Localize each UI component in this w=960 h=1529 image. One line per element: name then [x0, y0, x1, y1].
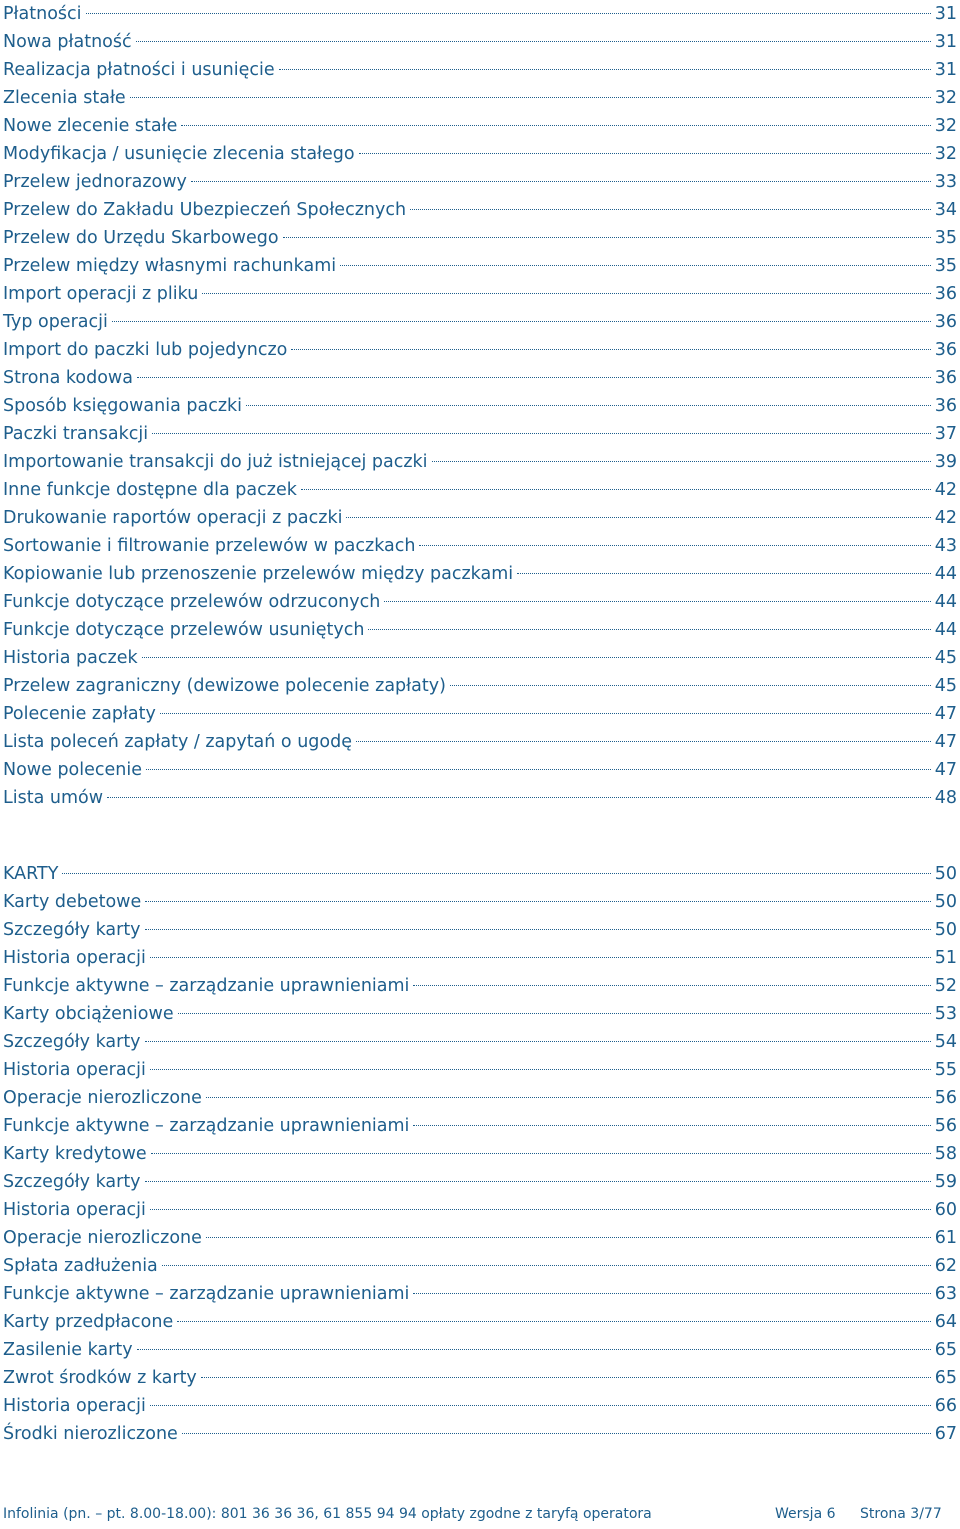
toc-dot-leader [359, 152, 931, 154]
toc-entry[interactable] [3, 504, 957, 532]
toc-entry-page-number: 36 [934, 284, 957, 304]
toc-entry[interactable] [3, 140, 957, 168]
toc-dot-leader [86, 12, 931, 14]
toc-entry[interactable] [3, 1140, 957, 1168]
toc-dot-leader [340, 264, 931, 266]
toc-entry-page-number: 43 [934, 536, 957, 556]
toc-entry-page-number: 53 [934, 1004, 957, 1024]
toc-entry-title: Historia operacji [3, 1200, 146, 1220]
toc-entry-title: Polecenie zapłaty [3, 704, 156, 724]
toc-entry-page-number: 48 [934, 788, 957, 808]
toc-entry-page-number: 33 [934, 172, 957, 192]
toc-entry-title: Funkcje aktywne – zarządzanie uprawnieniami [3, 1284, 410, 1304]
toc-entry-page-number: 44 [934, 592, 957, 612]
toc-entry-title: Funkcje dotyczące przelewów odrzuconych [3, 592, 381, 612]
toc-entry[interactable] [3, 168, 957, 196]
toc-entry-title: Inne funkcje dostępne dla paczek [3, 480, 297, 500]
toc-entry-title: Spłata zadłużenia [3, 1256, 158, 1276]
toc-entry-title: Realizacja płatności i usunięcie [3, 60, 275, 80]
toc-entry-page-number: 60 [934, 1200, 957, 1220]
toc-entry-title: Drukowanie raportów operacji z paczki [3, 508, 343, 528]
toc-dot-leader [410, 208, 931, 210]
toc-entry[interactable] [3, 1364, 957, 1392]
toc-dot-leader [419, 544, 930, 546]
toc-dot-leader [107, 796, 931, 798]
toc-dot-leader [177, 1320, 930, 1322]
toc-dot-leader [206, 1236, 931, 1238]
toc-entry[interactable] [3, 644, 957, 672]
toc-entry-page-number: 34 [934, 200, 957, 220]
toc-entry[interactable] [3, 420, 957, 448]
toc-entry[interactable] [3, 28, 957, 56]
toc-dot-leader [413, 1292, 930, 1294]
toc-entry-title: Zasilenie karty [3, 1340, 133, 1360]
toc-entry-title: Zwrot środków z karty [3, 1368, 197, 1388]
toc-dot-leader [413, 984, 930, 986]
toc-dot-leader [142, 656, 931, 658]
toc-entry-title: Karty przedpłacone [3, 1312, 174, 1332]
toc-entry-page-number: 37 [934, 424, 957, 444]
toc-entry[interactable] [3, 1056, 957, 1084]
toc-entry-page-number: 36 [934, 368, 957, 388]
toc-entry[interactable] [3, 588, 957, 616]
toc-dot-leader [130, 96, 931, 98]
toc-dot-leader [178, 1012, 931, 1014]
toc-entry-page-number: 47 [934, 704, 957, 724]
toc-section-cards [3, 860, 957, 1448]
toc-dot-leader [151, 1152, 931, 1154]
toc-entry-page-number: 45 [934, 648, 957, 668]
toc-dot-leader [137, 1348, 931, 1350]
toc-dot-leader [384, 600, 930, 602]
toc-dot-leader [145, 900, 930, 902]
toc-entry-page-number: 65 [934, 1340, 957, 1360]
toc-entry[interactable] [3, 700, 957, 728]
toc-entry[interactable] [3, 1336, 957, 1364]
toc-entry[interactable] [3, 280, 957, 308]
toc-entry-page-number: 51 [934, 948, 957, 968]
toc-entry[interactable] [3, 532, 957, 560]
toc-entry-title: Operacje nierozliczone [3, 1228, 202, 1248]
toc-dot-leader [62, 872, 930, 874]
toc-entry[interactable] [3, 860, 957, 888]
toc-dot-leader [191, 180, 931, 182]
toc-entry-page-number: 39 [934, 452, 957, 472]
toc-entry[interactable] [3, 784, 957, 812]
toc-entry-title: Sposób księgowania paczki [3, 396, 243, 416]
toc-entry[interactable] [3, 196, 957, 224]
toc-entry-page-number: 50 [934, 892, 957, 912]
toc-entry[interactable] [3, 56, 957, 84]
toc-entry-title: Importowanie transakcji do już istniejącej paczki [3, 452, 428, 472]
toc-dot-leader [150, 956, 931, 958]
toc-entry-page-number: 65 [934, 1368, 957, 1388]
toc-entry-page-number: 50 [934, 864, 957, 884]
toc-entry-title: Lista poleceń zapłaty / zapytań o ugodę [3, 732, 352, 752]
toc-entry[interactable] [3, 944, 957, 972]
toc-entry-page-number: 44 [934, 620, 957, 640]
toc-entry-page-number: 35 [934, 256, 957, 276]
toc-entry-title: Przelew między własnymi rachunkami [3, 256, 337, 276]
toc-entry-title: Funkcje dotyczące przelewów usuniętych [3, 620, 365, 640]
toc-entry-title: Zlecenia stałe [3, 88, 126, 108]
toc-entry[interactable] [3, 112, 957, 140]
toc-dot-leader [112, 320, 931, 322]
toc-dot-leader [413, 1124, 930, 1126]
toc-entry[interactable] [3, 972, 957, 1000]
toc-dot-leader [136, 40, 931, 42]
toc-dot-leader [150, 1208, 931, 1210]
toc-entry-page-number: 31 [934, 4, 957, 24]
toc-entry-page-number: 52 [934, 976, 957, 996]
toc-entry-title: Import operacji z pliku [3, 284, 199, 304]
toc-dot-leader [150, 1068, 931, 1070]
toc-entry[interactable] [3, 888, 957, 916]
toc-entry-page-number: 35 [934, 228, 957, 248]
footer-page-number: Strona 3/77 [860, 1506, 942, 1522]
toc-entry-title: Historia operacji [3, 1396, 146, 1416]
toc-entry-page-number: 32 [934, 88, 957, 108]
page-footer [3, 1503, 957, 1525]
toc-dot-leader [150, 1404, 931, 1406]
toc-entry-title: Przelew do Zakładu Ubezpieczeń Społecznych [3, 200, 407, 220]
toc-entry[interactable] [3, 0, 957, 28]
toc-entry-title: Lista umów [3, 788, 104, 808]
toc-entry[interactable] [3, 336, 957, 364]
toc-entry[interactable] [3, 84, 957, 112]
toc-entry-title: Szczegóły karty [3, 1172, 141, 1192]
toc-dot-leader [346, 516, 930, 518]
toc-entry[interactable] [3, 1196, 957, 1224]
toc-dot-leader [517, 572, 931, 574]
toc-entry[interactable] [3, 916, 957, 944]
toc-dot-leader [160, 712, 931, 714]
toc-entry-title: Przelew jednorazowy [3, 172, 187, 192]
toc-entry-page-number: 59 [934, 1172, 957, 1192]
toc-entry-page-number: 36 [934, 396, 957, 416]
toc-entry[interactable] [3, 476, 957, 504]
toc-entry-title: Przelew zagraniczny (dewizowe polecenie zapłaty) [3, 676, 446, 696]
toc-dot-leader [356, 740, 931, 742]
toc-entry[interactable] [3, 252, 957, 280]
footer-version: Wersja 6 [775, 1506, 836, 1522]
toc-entry-page-number: 61 [934, 1228, 957, 1248]
toc-dot-leader [146, 768, 931, 770]
toc-entry[interactable] [3, 364, 957, 392]
toc-entry-title: Funkcje aktywne – zarządzanie uprawnieniami [3, 976, 410, 996]
toc-dot-leader [283, 236, 931, 238]
toc-entry-title: Nowe polecenie [3, 760, 142, 780]
toc-entry-page-number: 42 [934, 480, 957, 500]
toc-entry-page-number: 32 [934, 116, 957, 136]
toc-entry-title: Paczki transakcji [3, 424, 149, 444]
toc-entry[interactable] [3, 1112, 957, 1140]
toc-entry-page-number: 55 [934, 1060, 957, 1080]
toc-entry-page-number: 67 [934, 1424, 957, 1444]
toc-entry-page-number: 64 [934, 1312, 957, 1332]
toc-dot-leader [182, 1432, 931, 1434]
toc-entry-title: Modyfikacja / usunięcie zlecenia stałego [3, 144, 355, 164]
toc-entry-title: Środki nierozliczone [3, 1424, 178, 1444]
toc-entry-title: Import do paczki lub pojedynczo [3, 340, 288, 360]
toc-entry-title: Szczegóły karty [3, 920, 141, 940]
toc-dot-leader [201, 1376, 931, 1378]
toc-entry[interactable] [3, 224, 957, 252]
toc-dot-leader [291, 348, 930, 350]
toc-dot-leader [279, 68, 931, 70]
toc-entry[interactable] [3, 1252, 957, 1280]
toc-entry-page-number: 56 [934, 1088, 957, 1108]
toc-entry-page-number: 32 [934, 144, 957, 164]
toc-entry-page-number: 31 [934, 32, 957, 52]
toc-entry-title: Płatności [3, 4, 82, 24]
toc-entry-page-number: 44 [934, 564, 957, 584]
toc-dot-leader [368, 628, 930, 630]
toc-entry[interactable] [3, 1224, 957, 1252]
toc-entry[interactable] [3, 1168, 957, 1196]
toc-entry-title: Sortowanie i filtrowanie przelewów w paczkach [3, 536, 416, 556]
toc-dot-leader [162, 1264, 931, 1266]
toc-entry-title: Nowa płatność [3, 32, 132, 52]
toc-entry-page-number: 42 [934, 508, 957, 528]
toc-entry-title: Karty obciążeniowe [3, 1004, 174, 1024]
toc-entry-title: Funkcje aktywne – zarządzanie uprawnieniami [3, 1116, 410, 1136]
toc-entry-title: Historia operacji [3, 948, 146, 968]
toc-entry[interactable] [3, 1084, 957, 1112]
toc-entry-page-number: 31 [934, 60, 957, 80]
toc-dot-leader [301, 488, 931, 490]
toc-dot-leader [246, 404, 931, 406]
toc-entry[interactable] [3, 756, 957, 784]
toc-entry-title: Przelew do Urzędu Skarbowego [3, 228, 279, 248]
toc-entry-title: Typ operacji [3, 312, 108, 332]
toc-entry-page-number: 45 [934, 676, 957, 696]
footer-hotline: Infolinia (pn. – pt. 8.00-18.00): 801 36 36 36, 61 855 94 94 opłaty zgodne z taryfą operatora [3, 1506, 652, 1522]
toc-entry[interactable] [3, 1280, 957, 1308]
toc-entry[interactable] [3, 308, 957, 336]
toc-entry-page-number: 47 [934, 760, 957, 780]
toc-entry-title: Szczegóły karty [3, 1032, 141, 1052]
toc-entry[interactable] [3, 560, 957, 588]
toc-entry-page-number: 62 [934, 1256, 957, 1276]
toc-entry-page-number: 63 [934, 1284, 957, 1304]
toc-dot-leader [202, 292, 930, 294]
toc-entry[interactable] [3, 1028, 957, 1056]
toc-dot-leader [152, 432, 931, 434]
toc-entry[interactable] [3, 1420, 957, 1448]
toc-entry-title: Historia operacji [3, 1060, 146, 1080]
toc-entry[interactable] [3, 392, 957, 420]
toc-entry[interactable] [3, 1392, 957, 1420]
toc-dot-leader [206, 1096, 931, 1098]
toc-entry-title: Karty debetowe [3, 892, 142, 912]
toc-dot-leader [145, 1180, 931, 1182]
toc-entry[interactable] [3, 448, 957, 476]
toc-entry[interactable] [3, 1000, 957, 1028]
toc-dot-leader [137, 376, 931, 378]
toc-entry-title: Kopiowanie lub przenoszenie przelewów między paczkami [3, 564, 514, 584]
toc-section-payments [3, 0, 957, 812]
toc-entry[interactable] [3, 728, 957, 756]
toc-entry-page-number: 47 [934, 732, 957, 752]
toc-dot-leader [145, 928, 931, 930]
toc-entry-title: Strona kodowa [3, 368, 133, 388]
toc-dot-leader [181, 124, 930, 126]
toc-dot-leader [450, 684, 931, 686]
toc-entry-title: Karty kredytowe [3, 1144, 147, 1164]
toc-entry-title: Nowe zlecenie stałe [3, 116, 178, 136]
toc-entry[interactable] [3, 616, 957, 644]
toc-entry-page-number: 56 [934, 1116, 957, 1136]
toc-entry-page-number: 58 [934, 1144, 957, 1164]
toc-entry[interactable] [3, 1308, 957, 1336]
toc-entry-page-number: 36 [934, 312, 957, 332]
toc-entry[interactable] [3, 672, 957, 700]
toc-entry-page-number: 50 [934, 920, 957, 940]
toc-dot-leader [145, 1040, 931, 1042]
toc-entry-page-number: 54 [934, 1032, 957, 1052]
toc-dot-leader [432, 460, 931, 462]
toc-entry-title: Historia paczek [3, 648, 138, 668]
toc-entry-page-number: 66 [934, 1396, 957, 1416]
toc-entry-title: Operacje nierozliczone [3, 1088, 202, 1108]
toc-entry-title: KARTY [3, 864, 59, 884]
toc-entry-page-number: 36 [934, 340, 957, 360]
